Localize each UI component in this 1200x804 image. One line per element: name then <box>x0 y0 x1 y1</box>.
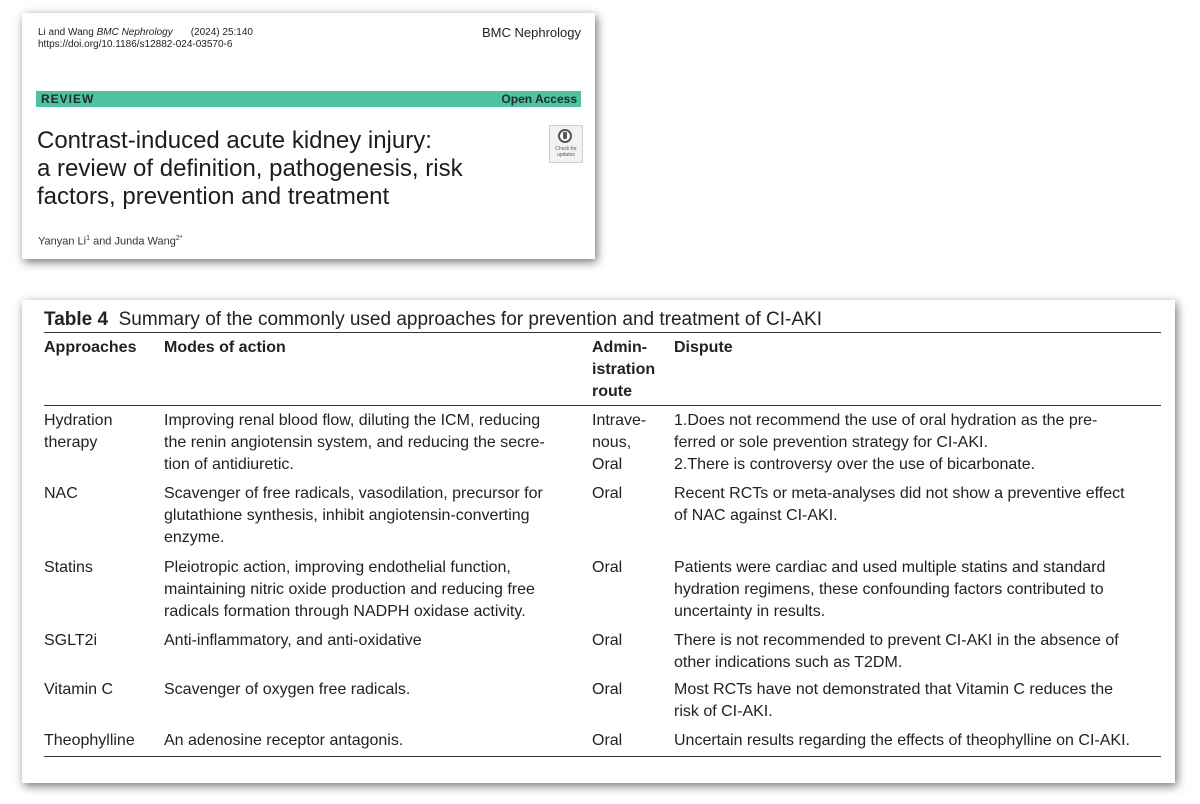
cell-line: Recent RCTs or meta-analyses did not show a preventive effect <box>674 485 1125 502</box>
cell-line: ferred or sole prevention strategy for CI-AKI. <box>674 434 988 451</box>
cell-line: radicals formation through NADPH oxidase activity. <box>164 603 526 620</box>
cell-dispute <box>674 410 1154 476</box>
cell-line: glutathione synthesis, inhibit angiotensin-converting <box>164 507 530 524</box>
cell-modes <box>164 630 574 652</box>
header-dispute: Dispute <box>674 339 733 356</box>
cell-approach <box>44 630 162 652</box>
author-list <box>38 235 182 248</box>
cell-line: Scavenger of oxygen free radicals. <box>164 681 411 698</box>
cell-approach <box>44 679 162 701</box>
cell-approach <box>44 730 162 752</box>
cell-dispute <box>674 730 1154 752</box>
cell-line: Patients were cardiac and used multiple statins and standard <box>674 559 1106 576</box>
header-line: route <box>592 383 632 400</box>
header-bottom-rule <box>44 405 1161 406</box>
article-type-label: REVIEW <box>41 92 95 106</box>
cell-line: Most RCTs have not demonstrated that Vitamin C reduces the <box>674 681 1114 698</box>
cell-line: 1.Does not recommend the use of oral hydration as the pre- <box>674 412 1098 429</box>
article-title <box>37 127 507 211</box>
cell-line: Intrave- <box>592 412 647 429</box>
header-line: istration <box>592 361 656 378</box>
citation-year-volume: (2024) 25:140 <box>190 27 253 38</box>
cell-line: NAC <box>44 485 78 502</box>
cell-route <box>592 679 677 701</box>
author-separator: and <box>90 235 115 248</box>
cell-line: hydration regimens, these confounding factors contributed to <box>674 581 1104 598</box>
cell-line: An adenosine receptor antagonis. <box>164 732 404 749</box>
cell-line: Oral <box>592 681 623 698</box>
cell-dispute <box>674 679 1154 723</box>
cell-route <box>592 410 677 476</box>
article-header-card <box>22 13 595 259</box>
author-name: Junda Wang <box>114 235 176 248</box>
cell-line: uncertainty in results. <box>674 603 826 620</box>
header-line: Admin- <box>592 339 648 356</box>
cell-modes <box>164 483 574 549</box>
journal-name: BMC Nephrology <box>482 25 581 40</box>
header-approaches: Approaches <box>44 339 137 356</box>
cell-modes <box>164 679 574 701</box>
cell-line: Scavenger of free radicals, vasodilation, precursor for <box>164 485 543 502</box>
cell-dispute <box>674 630 1154 674</box>
cell-line: 2.There is controversy over the use of bicarbonate. <box>674 456 1036 473</box>
author-name: Yanyan Li <box>38 235 87 248</box>
cell-line: Vitamin C <box>44 681 114 698</box>
cell-line: risk of CI-AKI. <box>674 703 773 720</box>
cell-line: Pleiotropic action, improving endothelial function, <box>164 559 511 576</box>
cell-line: Statins <box>44 559 93 576</box>
cell-line: the renin angiotensin system, and reducing the secre- <box>164 434 545 451</box>
citation-block <box>38 27 253 51</box>
review-banner <box>36 91 581 107</box>
doi-link[interactable]: https://doi.org/10.1186/s12882-024-03570-6 <box>38 39 233 50</box>
citation-journal: BMC Nephrology <box>96 27 173 38</box>
author-affiliation: 2* <box>175 235 183 242</box>
cell-dispute <box>674 483 1154 527</box>
cell-approach <box>44 410 162 454</box>
header-admin-route <box>592 337 677 403</box>
cell-line: Anti-inflammatory, and anti-oxidative <box>164 632 422 649</box>
title-line: factors, prevention and treatment <box>37 183 390 210</box>
cell-line: maintaining nitric oxide production and reducing free <box>164 581 535 598</box>
cell-line: Uncertain results regarding the effects of theophylline on CI-AKI. <box>674 732 1130 749</box>
cell-line: of NAC against CI-AKI. <box>674 507 838 524</box>
cell-line: Theophylline <box>44 732 135 749</box>
title-line: Contrast-induced acute kidney injury: <box>37 127 432 154</box>
cell-line: other indications such as T2DM. <box>674 654 903 671</box>
cell-line: Oral <box>592 732 623 749</box>
cell-line: Oral <box>592 485 623 502</box>
table-caption-text: Summary of the commonly used approaches for prevention and treatment of CI-AKI <box>118 309 822 330</box>
cell-line: Oral <box>592 456 623 473</box>
check-for-updates-badge[interactable] <box>549 125 583 163</box>
table-caption <box>44 309 822 331</box>
cell-line: Hydration <box>44 412 113 429</box>
check-updates-text: Check for updates <box>555 146 577 158</box>
author-affiliation: 1 <box>86 235 91 242</box>
cell-approach <box>44 483 162 505</box>
open-access-label: Open Access <box>501 92 577 106</box>
cell-modes <box>164 557 574 623</box>
title-line: a review of definition, pathogenesis, risk <box>37 155 463 182</box>
cell-modes <box>164 410 574 476</box>
cell-route <box>592 483 677 505</box>
table-bottom-rule <box>44 756 1161 757</box>
table-label: Table 4 <box>44 309 109 330</box>
cell-modes <box>164 730 574 752</box>
check-updates-icon <box>558 129 572 143</box>
cell-approach <box>44 557 162 579</box>
table-card <box>22 300 1175 783</box>
cell-line: SGLT2i <box>44 632 98 649</box>
cell-line: Oral <box>592 632 623 649</box>
cell-route <box>592 630 677 652</box>
cell-dispute <box>674 557 1154 623</box>
cell-line: enzyme. <box>164 529 225 546</box>
cell-line: Improving renal blood flow, diluting the ICM, reducing <box>164 412 541 429</box>
table-top-rule <box>44 332 1161 333</box>
citation-authors: Li and Wang <box>38 27 94 38</box>
cell-line: Oral <box>592 559 623 576</box>
cell-line: tion of antidiuretic. <box>164 456 294 473</box>
header-modes: Modes of action <box>164 339 286 356</box>
cell-line: nous, <box>592 434 632 451</box>
cell-route <box>592 730 677 752</box>
cell-line: therapy <box>44 434 98 451</box>
cell-route <box>592 557 677 579</box>
cell-line: There is not recommended to prevent CI-AKI in the absence of <box>674 632 1119 649</box>
